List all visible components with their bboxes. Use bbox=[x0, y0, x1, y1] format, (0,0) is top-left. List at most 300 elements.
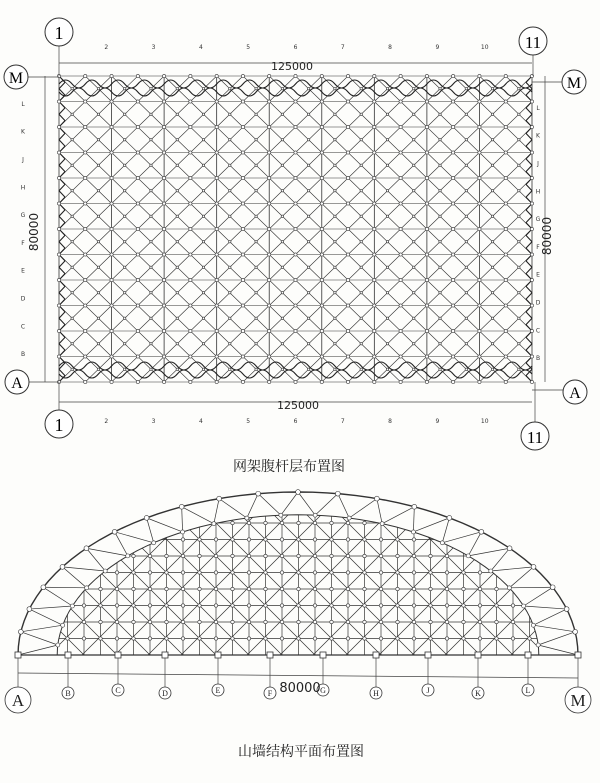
interior-node bbox=[66, 637, 69, 640]
interior-node bbox=[412, 620, 415, 623]
arch-node bbox=[279, 513, 283, 517]
interior-node bbox=[313, 571, 316, 574]
interior-node bbox=[148, 620, 151, 623]
arch-web-member bbox=[115, 532, 154, 543]
grid-letter-label-right: K bbox=[536, 132, 540, 140]
arch-node bbox=[573, 629, 578, 634]
arch-node bbox=[466, 554, 470, 558]
gable-dim-line bbox=[18, 673, 578, 678]
interior-node bbox=[231, 620, 234, 623]
interior-diagonal bbox=[577, 455, 600, 655]
interior-node bbox=[165, 587, 168, 590]
interior-node bbox=[379, 554, 382, 557]
grid-number-label-bottom: 5 bbox=[246, 418, 251, 425]
interior-node bbox=[99, 587, 102, 590]
interior-node bbox=[379, 620, 382, 623]
interior-node bbox=[115, 604, 118, 607]
interior-node bbox=[313, 521, 316, 524]
arch-web-member bbox=[43, 587, 72, 606]
grid-letter-m-right: M bbox=[566, 75, 582, 92]
plan-top-dimension-text: 125000 bbox=[271, 60, 313, 73]
arch-node bbox=[85, 586, 89, 590]
interior-node bbox=[330, 637, 333, 640]
interior-node bbox=[412, 571, 415, 574]
interior-node bbox=[181, 604, 184, 607]
interior-node bbox=[363, 620, 366, 623]
interior-diagonal bbox=[511, 455, 600, 655]
interior-diagonal bbox=[0, 455, 183, 655]
arch-web-member bbox=[115, 532, 128, 556]
interior-node bbox=[478, 571, 481, 574]
base-support-node bbox=[115, 652, 121, 658]
interior-diagonal bbox=[412, 455, 600, 655]
interior-node bbox=[429, 604, 432, 607]
interior-node bbox=[297, 571, 300, 574]
interior-node bbox=[297, 554, 300, 557]
arch-web-member bbox=[442, 518, 449, 543]
interior-node bbox=[132, 620, 135, 623]
interior-node bbox=[478, 587, 481, 590]
arch-node bbox=[507, 546, 512, 551]
grid-number-label-top: 2 bbox=[104, 44, 109, 51]
interior-diagonal bbox=[511, 455, 600, 655]
interior-node bbox=[396, 587, 399, 590]
arch-node bbox=[440, 541, 444, 545]
arch-node bbox=[61, 623, 65, 627]
arch-node bbox=[522, 604, 526, 608]
arch-web-member bbox=[468, 532, 481, 556]
interior-node bbox=[99, 637, 102, 640]
interior-node bbox=[412, 554, 415, 557]
arch-web-member bbox=[524, 606, 567, 609]
interior-node bbox=[132, 554, 135, 557]
arch-web-member bbox=[214, 499, 219, 524]
interior-node bbox=[511, 604, 514, 607]
interior-node bbox=[313, 538, 316, 541]
interior-node bbox=[115, 620, 118, 623]
interior-node bbox=[82, 604, 85, 607]
interior-node bbox=[445, 620, 448, 623]
arch-node bbox=[181, 530, 185, 534]
interior-node bbox=[363, 604, 366, 607]
interior-node bbox=[379, 587, 382, 590]
interior-node bbox=[330, 571, 333, 574]
grid-letter-label-left: H bbox=[20, 184, 26, 192]
arch-web-member bbox=[86, 548, 105, 571]
interior-node bbox=[346, 554, 349, 557]
interior-node bbox=[462, 637, 465, 640]
interior-node bbox=[297, 637, 300, 640]
arch-node bbox=[70, 604, 74, 608]
interior-node bbox=[363, 554, 366, 557]
interior-node bbox=[313, 587, 316, 590]
interior-node bbox=[330, 554, 333, 557]
interior-node bbox=[198, 538, 201, 541]
interior-node bbox=[346, 604, 349, 607]
interior-node bbox=[132, 571, 135, 574]
base-support-node bbox=[320, 652, 326, 658]
gable-dimension-text: 80000 bbox=[279, 681, 321, 696]
arch-node bbox=[256, 491, 261, 496]
interior-node bbox=[231, 571, 234, 574]
arch-node bbox=[179, 504, 184, 509]
arch-node bbox=[380, 522, 384, 526]
grid-letter-label-left: K bbox=[21, 128, 25, 136]
arch-web-member bbox=[62, 567, 105, 571]
arch-web-member bbox=[538, 645, 578, 655]
plan-right-dimension-text: 80000 bbox=[540, 216, 554, 256]
grid-number-label-bottom: 9 bbox=[435, 418, 440, 425]
interior-node bbox=[379, 538, 382, 541]
interior-node bbox=[445, 637, 448, 640]
arch-node bbox=[112, 529, 117, 534]
interior-node bbox=[247, 604, 250, 607]
arch-node bbox=[536, 643, 540, 647]
grid-letter-label-left: J bbox=[22, 156, 24, 164]
interior-node bbox=[181, 637, 184, 640]
arch-node bbox=[126, 554, 130, 558]
arch-node bbox=[564, 607, 569, 612]
plan-caption: 网架腹杆层布置图 bbox=[233, 459, 345, 475]
axis-label-e: E bbox=[215, 686, 221, 695]
interior-node bbox=[297, 604, 300, 607]
interior-node bbox=[82, 620, 85, 623]
interior-node bbox=[511, 637, 514, 640]
arch-web-member bbox=[182, 507, 214, 524]
interior-diagonal bbox=[412, 455, 600, 655]
interior-node bbox=[495, 587, 498, 590]
arch-web-member bbox=[247, 494, 258, 518]
grid-letter-label-right: L bbox=[536, 104, 540, 112]
base-support-node bbox=[267, 652, 273, 658]
interior-node bbox=[198, 587, 201, 590]
arch-web-member bbox=[298, 492, 315, 515]
arch-web-member bbox=[533, 625, 575, 632]
interior-node bbox=[495, 637, 498, 640]
interior-node bbox=[396, 554, 399, 557]
grid-number-label-bottom: 6 bbox=[293, 418, 298, 425]
axis-label-a: A bbox=[11, 691, 25, 710]
interior-node bbox=[313, 637, 316, 640]
interior-node bbox=[165, 554, 168, 557]
interior-node bbox=[247, 637, 250, 640]
interior-diagonal bbox=[577, 455, 600, 655]
interior-node bbox=[346, 538, 349, 541]
interior-node bbox=[280, 538, 283, 541]
interior-node bbox=[445, 587, 448, 590]
interior-node bbox=[181, 620, 184, 623]
interior-node bbox=[280, 571, 283, 574]
interior-node bbox=[412, 587, 415, 590]
interior-node bbox=[280, 604, 283, 607]
interior-node bbox=[214, 620, 217, 623]
grid-number-label-top: 3 bbox=[151, 44, 156, 51]
interior-diagonal bbox=[0, 455, 84, 655]
interior-node bbox=[330, 538, 333, 541]
arch-node bbox=[18, 629, 23, 634]
interior-node bbox=[445, 554, 448, 557]
grid-number-11-top: 11 bbox=[524, 33, 542, 52]
interior-node bbox=[280, 554, 283, 557]
grid-number-label-bottom: 7 bbox=[340, 418, 345, 425]
grid-number-label-top: 7 bbox=[340, 44, 345, 51]
interior-diagonal bbox=[0, 455, 117, 655]
arch-web-member bbox=[509, 587, 552, 588]
interior-node bbox=[495, 620, 498, 623]
interior-node bbox=[82, 637, 85, 640]
grid-letter-label-right: H bbox=[535, 188, 541, 196]
arch-web-member bbox=[219, 499, 247, 518]
arch-node bbox=[152, 541, 156, 545]
axis-label-l: L bbox=[525, 686, 531, 695]
interior-node bbox=[132, 587, 135, 590]
arch-node bbox=[296, 490, 301, 495]
arch-web-member bbox=[491, 548, 510, 571]
interior-diagonal bbox=[544, 455, 600, 655]
interior-node bbox=[330, 604, 333, 607]
grid-number-label-top: 9 bbox=[435, 44, 440, 51]
interior-node bbox=[247, 571, 250, 574]
grid-letter-label-right: C bbox=[535, 327, 541, 335]
arch-web-member bbox=[147, 518, 154, 543]
arch-node bbox=[479, 529, 484, 534]
interior-node bbox=[478, 604, 481, 607]
interior-node bbox=[346, 587, 349, 590]
interior-diagonal bbox=[0, 455, 84, 655]
interior-diagonal bbox=[0, 455, 18, 655]
arch-node bbox=[531, 564, 536, 569]
interior-node bbox=[280, 587, 283, 590]
interior-node bbox=[264, 554, 267, 557]
axis-label-b: B bbox=[65, 689, 71, 698]
axis-label-g: G bbox=[320, 686, 326, 695]
axis-label-h: H bbox=[373, 689, 379, 698]
interior-node bbox=[181, 538, 184, 541]
base-support-node bbox=[162, 652, 168, 658]
grid-number-label-top: 10 bbox=[480, 44, 489, 51]
interior-node bbox=[462, 587, 465, 590]
interior-node bbox=[412, 604, 415, 607]
interior-node bbox=[313, 604, 316, 607]
arch-web-member bbox=[468, 548, 509, 556]
interior-node bbox=[363, 521, 366, 524]
interior-node bbox=[429, 571, 432, 574]
interior-node bbox=[231, 637, 234, 640]
interior-diagonal bbox=[379, 455, 579, 655]
interior-node bbox=[231, 521, 234, 524]
interior-node bbox=[198, 637, 201, 640]
grid-number-1-bottom: 1 bbox=[54, 415, 64, 435]
arch-node bbox=[412, 504, 417, 509]
interior-node bbox=[181, 571, 184, 574]
grid-letter-label-left: B bbox=[20, 351, 26, 359]
interior-node bbox=[115, 587, 118, 590]
interior-node bbox=[346, 620, 349, 623]
interior-node bbox=[148, 604, 151, 607]
base-support-node bbox=[15, 652, 21, 658]
interior-node bbox=[148, 554, 151, 557]
plan-left-dimension-text: 80000 bbox=[27, 212, 41, 252]
arch-web-member bbox=[21, 632, 58, 645]
interior-node bbox=[165, 571, 168, 574]
arch-node bbox=[245, 516, 249, 520]
interior-node bbox=[429, 554, 432, 557]
interior-node bbox=[297, 538, 300, 541]
arch-node bbox=[447, 515, 452, 520]
base-support-node bbox=[475, 652, 481, 658]
interior-node bbox=[214, 571, 217, 574]
grid-number-label-top: 6 bbox=[293, 44, 298, 51]
interior-node bbox=[165, 620, 168, 623]
interior-node bbox=[280, 637, 283, 640]
interior-node bbox=[198, 554, 201, 557]
arch-web-member bbox=[86, 548, 127, 556]
grid-letter-m-left: M bbox=[8, 70, 24, 87]
grid-letter-label-right: B bbox=[535, 355, 541, 363]
base-support-node bbox=[525, 652, 531, 658]
arch-node bbox=[411, 530, 415, 534]
arch-node bbox=[313, 513, 317, 517]
base-support-node bbox=[373, 652, 379, 658]
interior-diagonal bbox=[0, 455, 51, 655]
grid-letter-label-left: E bbox=[21, 267, 25, 275]
arch-web-member bbox=[315, 494, 338, 516]
arch-node bbox=[60, 564, 65, 569]
arch-web-member bbox=[382, 507, 414, 524]
axis-label-d: D bbox=[162, 689, 168, 698]
base-support-node bbox=[215, 652, 221, 658]
grid-number-label-bottom: 10 bbox=[480, 418, 489, 425]
arch-web-member bbox=[182, 507, 183, 532]
interior-node bbox=[99, 620, 102, 623]
interior-node bbox=[132, 604, 135, 607]
interior-node bbox=[280, 620, 283, 623]
grid-number-label-bottom: 2 bbox=[104, 418, 109, 425]
interior-node bbox=[231, 538, 234, 541]
interior-node bbox=[165, 637, 168, 640]
interior-node bbox=[396, 604, 399, 607]
interior-node bbox=[346, 637, 349, 640]
arch-web-member bbox=[491, 567, 534, 571]
interior-diagonal bbox=[0, 455, 18, 655]
arch-web-member bbox=[43, 587, 86, 588]
grid-number-label-bottom: 4 bbox=[198, 418, 203, 425]
interior-node bbox=[280, 521, 283, 524]
interior-node bbox=[363, 587, 366, 590]
interior-node bbox=[396, 620, 399, 623]
interior-node bbox=[445, 571, 448, 574]
grid-number-label-top: 8 bbox=[388, 44, 393, 51]
interior-node bbox=[429, 620, 432, 623]
interior-node bbox=[148, 571, 151, 574]
interior-node bbox=[412, 538, 415, 541]
interior-diagonal bbox=[0, 455, 117, 655]
interior-node bbox=[330, 521, 333, 524]
interior-node bbox=[511, 620, 514, 623]
arch-web-member bbox=[338, 494, 349, 518]
interior-node bbox=[462, 571, 465, 574]
interior-node bbox=[478, 637, 481, 640]
interior-node bbox=[346, 571, 349, 574]
base-support-node bbox=[575, 652, 581, 658]
interior-node bbox=[396, 571, 399, 574]
arch-node bbox=[27, 607, 32, 612]
interior-node bbox=[198, 620, 201, 623]
interior-node bbox=[214, 604, 217, 607]
interior-node bbox=[363, 571, 366, 574]
arch-node bbox=[489, 569, 493, 573]
interior-node bbox=[165, 604, 168, 607]
plan-bottom-dimension-text: 125000 bbox=[277, 399, 319, 412]
interior-node bbox=[297, 521, 300, 524]
interior-node bbox=[231, 587, 234, 590]
interior-node bbox=[313, 620, 316, 623]
interior-node bbox=[478, 620, 481, 623]
arch-web-member bbox=[413, 507, 414, 532]
interior-node bbox=[363, 637, 366, 640]
arch-web-member bbox=[524, 587, 553, 606]
grid-letter-label-left: L bbox=[21, 100, 25, 108]
grid-letter-label-right: D bbox=[535, 299, 541, 307]
interior-node bbox=[264, 604, 267, 607]
interior-node bbox=[379, 604, 382, 607]
interior-node bbox=[198, 604, 201, 607]
interior-diagonal bbox=[16, 455, 216, 655]
arch-node bbox=[212, 522, 216, 526]
interior-node bbox=[247, 587, 250, 590]
interior-node bbox=[445, 604, 448, 607]
arch-web-member bbox=[18, 645, 58, 655]
arch-node bbox=[84, 546, 89, 551]
interior-node bbox=[214, 554, 217, 557]
interior-node bbox=[115, 637, 118, 640]
interior-node bbox=[379, 571, 382, 574]
arch-node bbox=[56, 643, 60, 647]
interior-node bbox=[528, 637, 531, 640]
interior-node bbox=[181, 587, 184, 590]
axis-label-f: F bbox=[267, 689, 273, 698]
arch-web-member bbox=[413, 518, 449, 532]
interior-node bbox=[330, 587, 333, 590]
interior-diagonal bbox=[0, 455, 51, 655]
arch-node bbox=[41, 585, 46, 590]
interior-node bbox=[429, 637, 432, 640]
axis-label-m: M bbox=[570, 691, 586, 710]
arch-web-member bbox=[147, 518, 183, 532]
interior-node bbox=[462, 620, 465, 623]
grid-number-1-top: 1 bbox=[54, 23, 64, 43]
arch-web-member bbox=[62, 567, 86, 588]
arch-node bbox=[507, 586, 511, 590]
interior-diagonal bbox=[544, 455, 600, 655]
interior-node bbox=[247, 538, 250, 541]
grid-number-label-top: 4 bbox=[198, 44, 203, 51]
grid-letter-label-right: J bbox=[537, 160, 539, 168]
interior-node bbox=[264, 521, 267, 524]
interior-node bbox=[148, 587, 151, 590]
interior-node bbox=[247, 521, 250, 524]
grid-letter-label-right: G bbox=[535, 216, 541, 224]
grid-letter-label-left: C bbox=[20, 323, 26, 331]
interior-node bbox=[198, 571, 201, 574]
arch-node bbox=[217, 496, 222, 501]
interior-node bbox=[346, 521, 349, 524]
interior-node bbox=[396, 538, 399, 541]
interior-node bbox=[495, 604, 498, 607]
interior-node bbox=[99, 604, 102, 607]
interior-node bbox=[214, 637, 217, 640]
arch-web-member bbox=[258, 494, 281, 516]
